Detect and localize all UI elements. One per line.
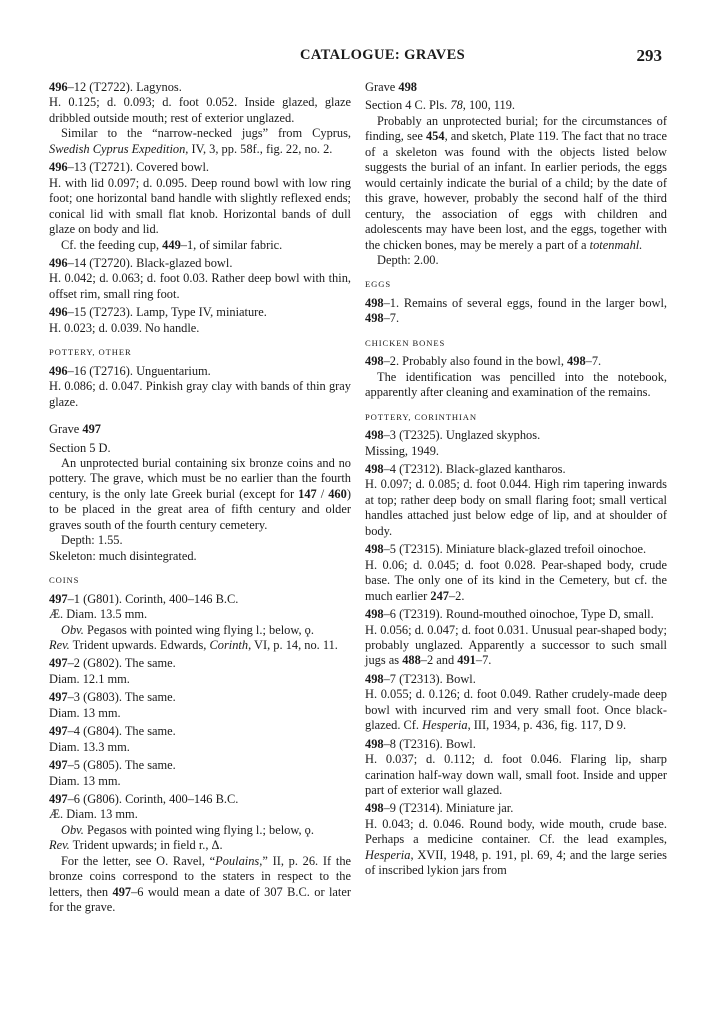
section-heading-coins: COINS xyxy=(49,575,80,586)
coin-obverse: Obv. Pegasos with pointed wing flying l.; below, ϙ. xyxy=(61,622,314,637)
entry-496-13: 496–13 (T2721). Covered bowl. xyxy=(49,160,210,175)
section-heading-chicken-bones: CHICKEN BONES xyxy=(365,337,446,348)
entry-496-15: 496–15 (T2723). Lamp, Type IV, miniature. xyxy=(49,305,267,320)
entry-498-7: 498–7 (T2313). Bowl. xyxy=(365,671,476,686)
entry-id: 496 xyxy=(49,255,68,270)
grave-497-heading: Grave 497 xyxy=(49,422,101,437)
running-title: CATALOGUE: GRAVES xyxy=(300,47,466,63)
coin-497-6: 497–6 (G806). Corinth, 400–146 B.C. xyxy=(49,792,239,807)
entry-note: Missing, 1949. xyxy=(365,443,440,458)
entry-description: H. 0.06; d. 0.045; d. foot 0.028. Pear-shaped body, crude base. The only one of its kind in the Cemetery, but cf. the much earlier 247–2. xyxy=(365,557,667,603)
right-column xyxy=(365,80,667,879)
entry-id: 498 xyxy=(365,671,384,686)
grave-498-section: Section 4 C. Pls. 78, 100, 119. xyxy=(365,98,515,113)
coin-reverse: Rev. Trident upwards; in field r., Δ. xyxy=(49,838,223,853)
entry-id: 497 xyxy=(49,591,68,606)
grave-497-depth: Depth: 1.55. xyxy=(61,533,123,548)
coin-diameter: Diam. 12.1 mm. xyxy=(49,671,130,686)
coin-diameter: Diam. 13 mm. xyxy=(49,705,121,720)
entry-id: 497 xyxy=(49,758,68,773)
entry-id: 496 xyxy=(49,160,68,175)
page-number: 293 xyxy=(636,46,662,65)
entry-description: H. 0.097; d. 0.085; d. foot 0.044. High rim tapering inwards at top; rather deep body on small flaring foot; small vertical handles attached just below edge of lip, and at shoulder of body. xyxy=(365,477,667,538)
entry-id: 498 xyxy=(365,461,384,476)
entry-498-1: 498–1. Remains of several eggs, found in the larger bowl, 498–7. xyxy=(365,295,667,326)
entry-498-8: 498–8 (T2316). Bowl. xyxy=(365,736,476,751)
entry-id: 497 xyxy=(49,690,68,705)
running-header xyxy=(0,47,714,69)
entry-description: H. with lid 0.097; d. 0.095. Deep round bowl with low ring foot; one horizontal band handle with slightly reflexed ends; conical lid with small flat knob. Horizontal bands of dull glaze on body and lid. xyxy=(49,175,351,237)
entry-496-14: 496–14 (T2720). Black-glazed bowl. xyxy=(49,255,233,270)
entry-498-4: 498–4 (T2312). Black-glazed kantharos. xyxy=(365,461,566,476)
entry-description: H. 0.086; d. 0.047. Pinkish gray clay with bands of thin gray glaze. xyxy=(49,379,351,409)
entry-id: 497 xyxy=(49,656,68,671)
entry-496-16: 496–16 (T2716). Unguentarium. xyxy=(49,363,211,378)
coin-obverse: Obv. Pegasos with pointed wing flying l.; below, ϙ. xyxy=(61,822,314,837)
entry-description: H. 0.043; d. 0.046. Round body, wide mouth, crude base. Perhaps a medicine container. Cf. the lead examples, Hesperia, XVII, 1948, p. 191, pl. 69, 4; and the large series of inscribed lykion jars from xyxy=(365,816,667,878)
entry-description: H. 0.056; d. 0.047; d. foot 0.031. Unusual pear-shaped body; probably unglazed. Apparently a successor to such small jugs as 488–2 and 491–7. xyxy=(365,622,667,668)
entry-id: 498 xyxy=(365,354,384,369)
section-heading-pottery-corinthian: POTTERY, CORINTHIAN xyxy=(365,411,477,422)
entry-comparison: Similar to the “narrow-necked jugs” from Cyprus, Swedish Cyprus Expedition, IV, 3, pp. 58f., fig. 22, no. 2. xyxy=(49,126,351,156)
entry-description: H. 0.037; d. 0.112; d. foot 0.046. Flaring lip, sharp carination half-way down wall, small foot. Inside and upper part of exterior wall glazed. xyxy=(365,752,667,798)
entry-description: H. 0.023; d. 0.039. No handle. xyxy=(49,320,200,335)
entry-id: 498 xyxy=(365,607,384,622)
entry-id: 497 xyxy=(49,724,68,739)
entry-id: 496 xyxy=(49,363,68,378)
grave-497-description: An unprotected burial containing six bronze coins and no pottery. The grave, which must be no earlier than the fourth century, is the only late Greek burial (except for 147 / 460) to be placed in the great area of fifth century and older graves south of the fourth century cemetery. xyxy=(49,455,351,532)
coin-note: For the letter, see O. Ravel, “Poulains,” II, p. 26. If the bronze coins correspond to the staters in respect to the letters, then 497–6 would mean a date of 307 B.C. or later for the grave. xyxy=(49,853,352,915)
entry-description: H. 0.042; d. 0.063; d. foot 0.03. Rather deep bowl with thin, offset rim, small ring foot. xyxy=(49,271,351,301)
coin-diameter: Diam. 13.3 mm. xyxy=(49,739,130,754)
entry-id: 498 xyxy=(365,801,384,816)
coin-diameter: Æ. Diam. 13.5 mm. xyxy=(49,607,148,622)
grave-498-depth: Depth: 2.00. xyxy=(377,252,439,267)
coin-497-4: 497–4 (G804). The same. xyxy=(49,724,176,739)
grave-497-skeleton: Skeleton: much disintegrated. xyxy=(49,548,197,563)
entry-id: 496 xyxy=(49,305,68,320)
entry-498-2: 498–2. Probably also found in the bowl, 498–7. xyxy=(365,354,602,369)
entry-id: 497 xyxy=(49,792,68,807)
entry-496-12: 496–12 (T2722). Lagynos. xyxy=(49,80,182,94)
grave-497-section: Section 5 D. xyxy=(49,440,111,455)
left-column xyxy=(49,80,351,916)
entry-498-3: 498–3 (T2325). Unglazed skyphos. xyxy=(365,428,541,443)
grave-498-description: Probably an unprotected burial; for the circumstances of finding, see 454, and sketch, Plate 119. The fact that no trace of a skeleton was found with the objects listed below suggests the burial of an infant. In earlier periods, the eggs would certainly indicate the burial of a child; by the date of this grave, however, probably the second half of the third century, the association of eggs with children and adolescents may have been lost, and the eggs, together with the chicken bones, may be merely a part of a totenmahl. xyxy=(365,113,668,252)
coin-diameter: Diam. 13 mm. xyxy=(49,773,121,788)
coin-diameter: Æ. Diam. 13 mm. xyxy=(49,807,138,822)
entry-id: 498 xyxy=(365,542,384,557)
coin-497-5: 497–5 (G805). The same. xyxy=(49,758,176,773)
entry-comparison: Cf. the feeding cup, 449–1, of similar fabric. xyxy=(61,237,283,252)
grave-498-heading: Grave 498 xyxy=(365,80,417,94)
entry-498-9: 498–9 (T2314). Miniature jar. xyxy=(365,801,514,816)
entry-note: The identification was pencilled into the notebook, apparently after cleaning and examination of the remains. xyxy=(365,369,667,400)
entry-id: 498 xyxy=(365,295,384,310)
coin-497-3: 497–3 (G803). The same. xyxy=(49,690,176,705)
coin-reverse: Rev. Trident upwards. Edwards, Corinth, VI, p. 14, no. 11. xyxy=(49,637,338,652)
entry-id: 498 xyxy=(365,736,384,751)
section-heading-eggs: EGGS xyxy=(365,279,392,290)
coin-497-2: 497–2 (G802). The same. xyxy=(49,656,176,671)
entry-description: H. 0.055; d. 0.126; d. foot 0.049. Rather crudely-made deep bowl with incurved rim and very small foot. Once black-glazed. Cf. Hesperia, III, 1934, p. 436, fig. 117, D 9. xyxy=(365,687,667,733)
entry-id: 498 xyxy=(365,428,384,443)
entry-498-5: 498–5 (T2315). Miniature black-glazed trefoil oinochoe. xyxy=(365,542,647,557)
coin-497-1: 497–1 (G801). Corinth, 400–146 B.C. xyxy=(49,591,239,606)
entry-description: H. 0.125; d. 0.093; d. foot 0.052. Inside glazed, glaze dribbled outside mouth; rest of exterior unglazed. xyxy=(49,95,351,125)
section-heading-pottery-other: POTTERY, OTHER xyxy=(49,347,132,358)
entry-498-6: 498–6 (T2319). Round-mouthed oinochoe, Type D, small. xyxy=(365,607,654,622)
entry-id: 496 xyxy=(49,80,68,94)
